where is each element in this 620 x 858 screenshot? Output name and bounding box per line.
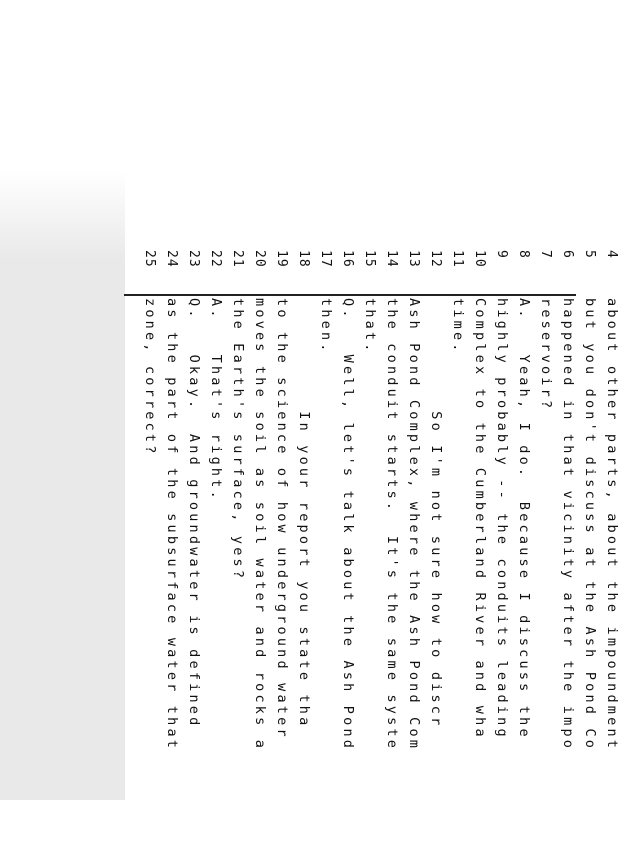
transcript-line: the Earth's surface, yes? — [230, 298, 246, 582]
line-number: 8 — [516, 250, 531, 259]
transcript-line: reservoir? — [538, 298, 554, 412]
transcript-line: time. — [450, 298, 466, 355]
scan-shadow — [0, 170, 125, 260]
transcript-body — [125, 298, 618, 858]
line-number: 9 — [494, 250, 509, 259]
transcript-line: the conduit starts. It's the same syste — [384, 298, 400, 752]
transcript-line: A. That's right. — [208, 298, 224, 502]
transcript-line: Q. Okay. And groundwater is defined — [186, 298, 202, 729]
line-number: 25 — [142, 250, 157, 268]
transcript-line: highly probably -- the conduits leading — [494, 298, 510, 740]
transcript-line: In your report you state tha — [296, 298, 312, 729]
line-number: 15 — [362, 250, 377, 268]
transcript-sheet — [125, 250, 618, 810]
line-number: 23 — [186, 250, 201, 268]
transcript-line: A. Yeah, I do. Because I discuss the — [516, 298, 532, 740]
line-number: 20 — [252, 250, 267, 268]
margin-rule — [124, 294, 576, 296]
line-number-column — [125, 250, 618, 280]
line-number: 19 — [274, 250, 289, 268]
line-number: 14 — [384, 250, 399, 268]
line-number: 6 — [560, 250, 575, 259]
transcript-line: Ash Pond Complex, where the Ash Pond Com — [406, 298, 422, 752]
transcript-line: zone, correct? — [142, 298, 158, 457]
transcript-line: to the science of how underground water — [274, 298, 290, 740]
transcript-line: moves the soil as soil water and rocks a — [252, 298, 268, 752]
line-number: 18 — [296, 250, 311, 268]
transcript-line: but you don't discuss at the Ash Pond Co — [582, 298, 598, 752]
transcript-line: happened in that vicinity after the impo — [560, 298, 576, 752]
transcript-line: So I'm not sure how to discr — [428, 298, 444, 729]
line-number: 4 — [604, 250, 619, 259]
line-number: 13 — [406, 250, 421, 268]
line-number: 5 — [582, 250, 597, 259]
line-number: 22 — [208, 250, 223, 268]
line-number: 10 — [472, 250, 487, 268]
line-number: 11 — [450, 250, 465, 268]
line-number: 16 — [340, 250, 355, 268]
line-number: 12 — [428, 250, 443, 268]
transcript-line: then. — [318, 298, 334, 355]
transcript-line: Q. Well, let's talk about the Ash Pond — [340, 298, 356, 752]
line-number: 21 — [230, 250, 245, 268]
transcript-line: that. — [362, 298, 378, 355]
line-number: 17 — [318, 250, 333, 268]
line-number: 24 — [164, 250, 179, 268]
transcript-line: as the part of the subsurface water that — [164, 298, 180, 752]
transcript-line: about other parts, about the impoundment — [604, 298, 620, 752]
transcript-line: Complex to the Cumberland River and wha — [472, 298, 488, 740]
line-number: 7 — [538, 250, 553, 259]
